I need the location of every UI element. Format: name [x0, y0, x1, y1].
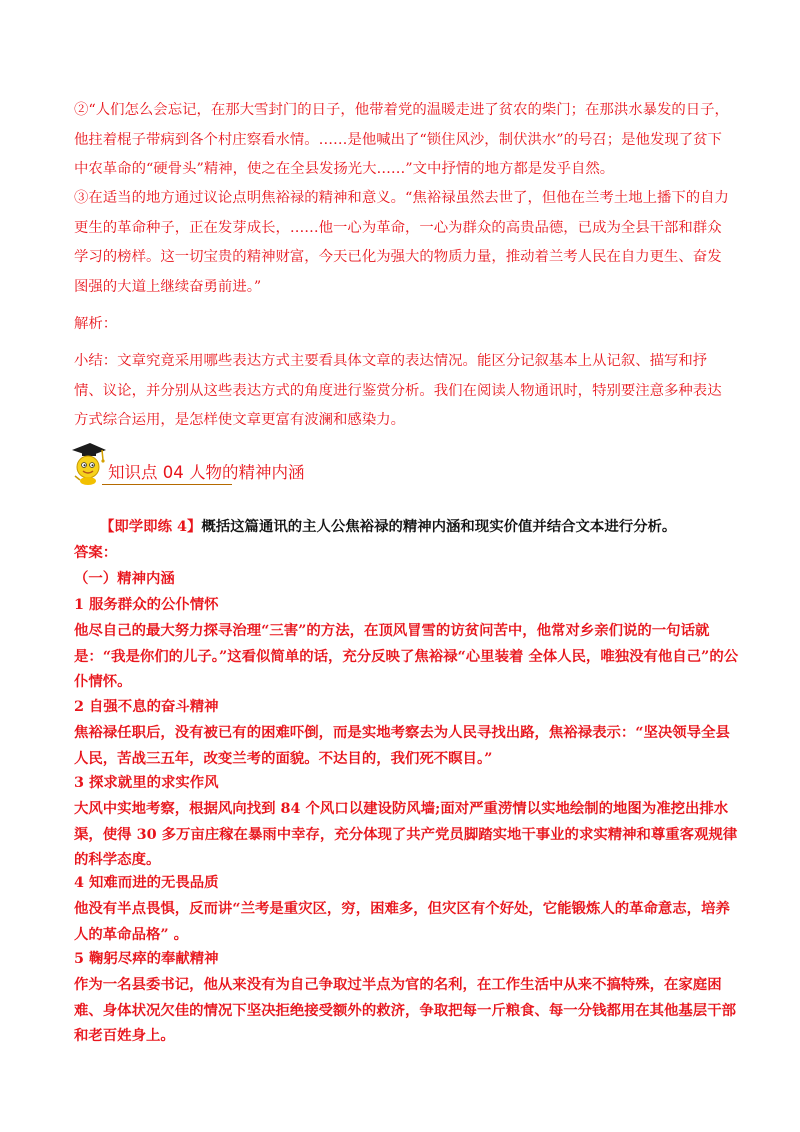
- paragraph-3: ③在适当的地方通过议论点明焦裕禄的精神和意义。“焦裕禄虽然去世了，但他在兰考土地上播下的自力更生的革命种子，正在发芽成长，……他一心为革命，一心为群众的高贵品德，已成为全县干部和群众学习的榜样。这一切宝贵的精神财富，今天已化为强大的物质力量，推动着兰考人民在自力更生、奋发图强的大道上继续奋勇前进。”: [74, 190, 729, 295]
- item-heading: 5 鞠躬尽瘁的奉献精神: [74, 950, 219, 967]
- paragraph-2: ②“人们怎么会忘记，在那大雪封门的日子，他带着党的温暖走进了贫农的柴门；在那洪水暴发的日子，他拄着棍子带病到各个村庄察看水情。……是他喊出了“锁住风沙，制伏洪水”的号召；是他发现了贫下中农革命的“硬骨头”精神，使之在全县发扬光大……”文中抒情的地方都是发乎自然。: [74, 102, 729, 177]
- summary-paragraph: 小结：文章究竟采用哪些表达方式主要看具体文章的表达情况。能区分记叙基本上从记叙、描写和抒情、议论，并分别从这些表达方式的角度进行鉴赏分析。我们在阅读人物通讯时，特别要注意多种表达方式综合运用，是怎样使文章更富有波澜和感染力。: [74, 353, 722, 428]
- item-text: 焦裕禄任职后，没有被已有的困难吓倒，而是实地考察去为人民寻找出路，焦裕禄表示：“坚决领导全县人民，苦战三五年，改变兰考的面貌。不达目的，我们死不瞑目。”: [74, 724, 730, 767]
- graduate-mascot-icon: [68, 440, 108, 486]
- exercise-question: [100, 514, 740, 540]
- item-heading: 1 服务群众的公仆情怀: [74, 596, 219, 613]
- item-heading: 4 知难而进的无畏品质: [74, 874, 219, 891]
- item-text: 作为一名县委书记，他从来没有为自己争取过半点为官的名利，在工作生活中从来不搞特殊，在家庭困难、身体状况欠佳的情况下坚决拒绝接受额外的救济，争取把每一斤粮食、每一分钱都用在其他基层干部和老百姓身上。: [74, 976, 736, 1045]
- analysis-label: 解析：: [74, 316, 118, 332]
- exercise-question-text: 概括这篇通讯的主人公焦裕禄的精神内涵和现实价值并结合文本进行分析。: [201, 518, 677, 535]
- answer-label: 答案：: [74, 544, 118, 561]
- knowledge-point-title: 知识点 04 人物的精神内涵: [108, 463, 305, 482]
- exercise-tag: 【即学即练 4】: [100, 518, 202, 535]
- item-heading: 2 自强不息的奋斗精神: [74, 698, 219, 715]
- title-underline: [102, 484, 232, 485]
- knowledge-point-header: [68, 440, 468, 486]
- item-text: 他没有半点畏惧，反而讲“兰考是重灾区，穷，困难多，但灾区有个好处，它能锻炼人的革命意志，培养人的革命品格” 。: [74, 900, 730, 943]
- item-text: 他尽自己的最大努力探寻治理“三害”的方法，在顶风冒雪的访贫问苦中，他常对乡亲们说的一句话就是：“我是你们的儿子。”这看似简单的话，充分反映了焦裕禄“心里装着 全体人民，唯独没有他自己”的公仆情怀。: [74, 622, 739, 691]
- item-heading: 3 探求就里的求实作风: [74, 774, 219, 791]
- section-heading: （一）精神内涵: [74, 570, 175, 587]
- item-text: 大风中实地考察，根据风向找到 84 个风口以建设防风墙;面对严重涝情以实地绘制的地图为准挖出排水渠，使得 30 多万亩庄稼在暴雨中幸存，充分体现了共产党员脚踏实地干事业的求实精神和尊重客观规律的科学态度。: [74, 800, 738, 869]
